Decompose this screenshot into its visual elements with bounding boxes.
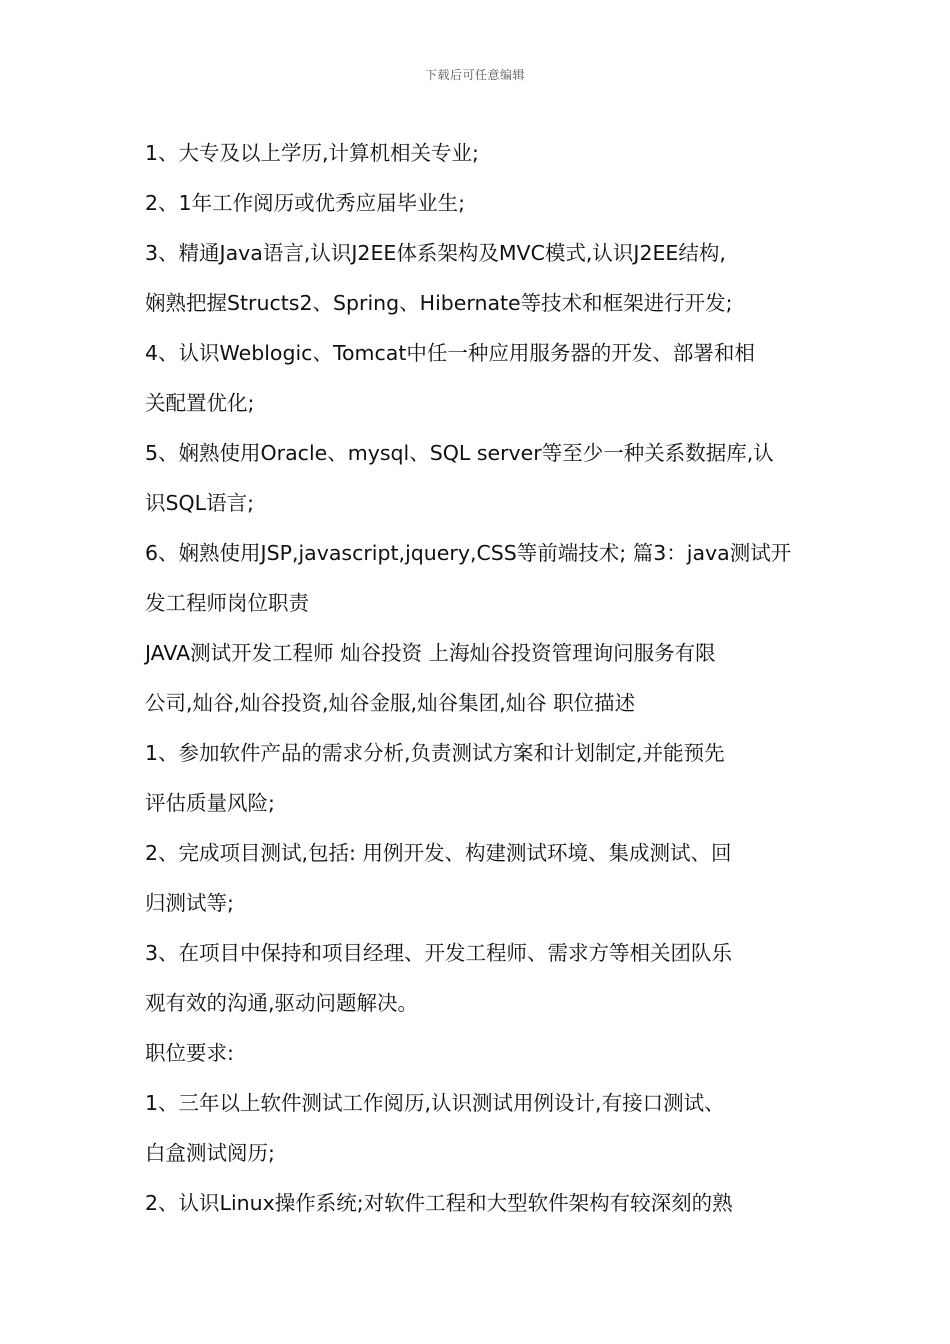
text-line: 职位要求: bbox=[145, 1041, 234, 1065]
text-line: JAVA测试开发工程师 灿谷投资 上海灿谷投资管理询问服务有限 bbox=[145, 641, 716, 665]
text-line: 1、三年以上软件测试工作阅历,认识测试用例设计,有接口测试、 bbox=[145, 1091, 725, 1115]
text-line: 6、娴熟使用JSP,javascript,jquery,CSS等前端技术; 篇3：java测试开 bbox=[145, 541, 792, 565]
text-line: 识SQL语言; bbox=[145, 491, 254, 515]
text-line: 3、精通Java语言,认识J2EE体系架构及MVC模式,认识J2EE结构, bbox=[145, 241, 726, 265]
text-line: 5、娴熟使用Oracle、mysql、SQL server等至少一种关系数据库,认 bbox=[145, 441, 774, 465]
text-line: 3、在项目中保持和项目经理、开发工程师、需求方等相关团队乐 bbox=[145, 941, 733, 965]
text-line: 4、认识Weblogic、Tomcat中任一种应用服务器的开发、部署和相 bbox=[145, 341, 755, 365]
document-body bbox=[145, 128, 815, 1228]
text-line: 观有效的沟通,驱动问题解决。 bbox=[145, 991, 419, 1015]
text-line: 评估质量风险; bbox=[145, 791, 275, 815]
page-header: 下载后可任意编辑 bbox=[424, 68, 525, 82]
text-line: 1、参加软件产品的需求分析,负责测试方案和计划制定,并能预先 bbox=[145, 741, 725, 765]
text-line: 2、1年工作阅历或优秀应届毕业生; bbox=[145, 191, 465, 215]
text-line: 白盒测试阅历; bbox=[145, 1141, 275, 1165]
text-line: 发工程师岗位职责 bbox=[145, 591, 309, 615]
text-line: 2、认识Linux操作系统;对软件工程和大型软件架构有较深刻的熟 bbox=[145, 1191, 733, 1215]
text-line: 2、完成项目测试,包括: 用例开发、构建测试环境、集成测试、回 bbox=[145, 841, 732, 865]
text-line: 娴熟把握Structs2、Spring、Hibernate等技术和框架进行开发; bbox=[145, 291, 733, 315]
text-line: 归测试等; bbox=[145, 891, 234, 915]
text-line: 公司,灿谷,灿谷投资,灿谷金服,灿谷集团,灿谷 职位描述 bbox=[145, 691, 636, 715]
text-line: 关配置优化; bbox=[145, 391, 255, 415]
text-line: 1、大专及以上学历,计算机相关专业; bbox=[145, 141, 479, 165]
